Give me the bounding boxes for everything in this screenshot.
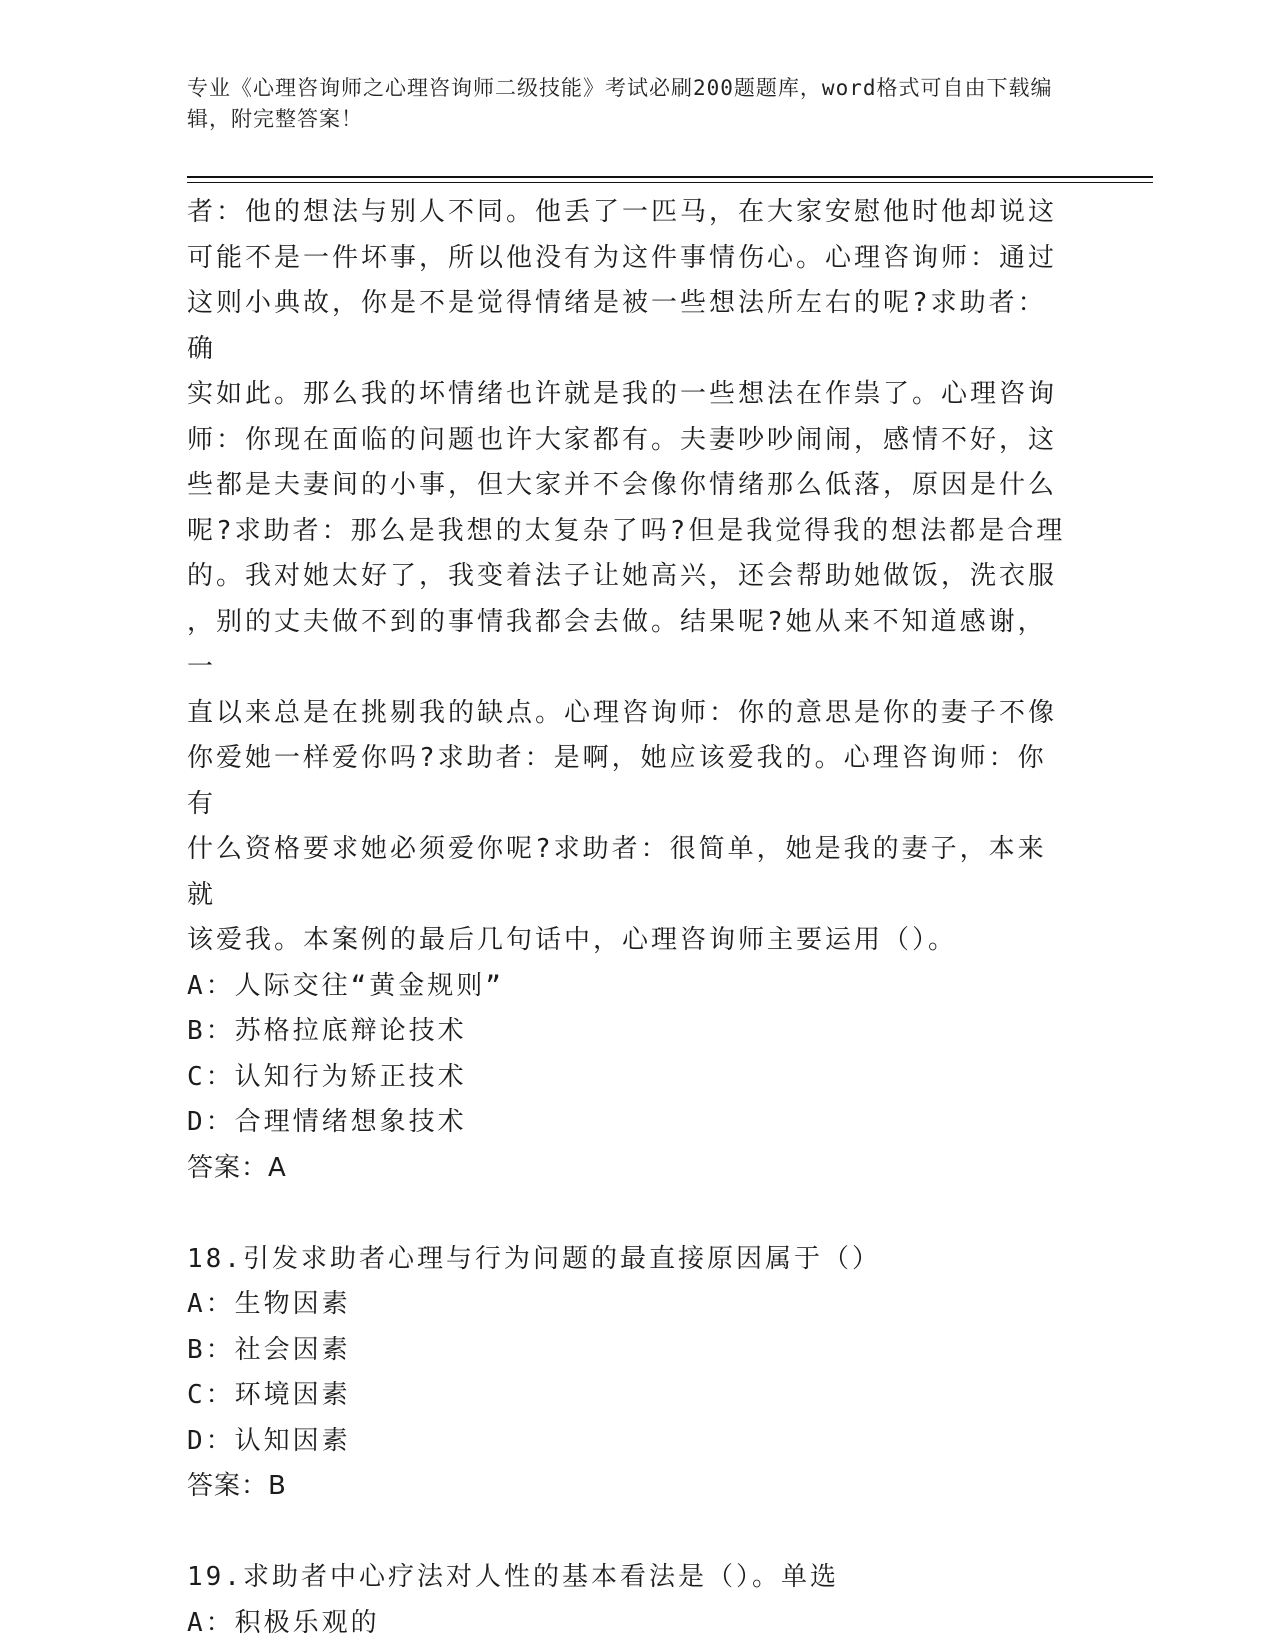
- passage-line: ，别的丈夫做不到的事情我都会去做。结果呢?她从来不知道感谢，一: [187, 606, 1047, 682]
- passage-line: 实如此。那么我的坏情绪也许就是我的一些想法在作祟了。心理咨询: [187, 379, 1058, 409]
- passage-line: 这则小典故，你是不是觉得情绪是被一些想法所左右的呢?求助者：确: [187, 288, 1047, 364]
- passage-line: 什么资格要求她必须爱你呢?求助者：很简单，她是我的妻子，本来就: [187, 834, 1047, 910]
- passage-line: 的。我对她太好了，我变着法子让她高兴，还会帮助她做饭，洗衣服: [187, 561, 1058, 591]
- document-body: [187, 190, 1067, 1646]
- header-rule-thin: [187, 182, 1153, 183]
- question-18-title: 18.引发求助者心理与行为问题的最直接原因属于（）: [187, 1243, 881, 1274]
- option-c: C：认知行为矫正技术: [187, 1061, 467, 1092]
- option-d: D：认知因素: [187, 1425, 351, 1456]
- question-17-options: [187, 964, 1067, 1146]
- option-b: B：苏格拉底辩论技术: [187, 1016, 467, 1046]
- passage-line: 该爱我。本案例的最后几句话中，心理咨询师主要运用（）。: [187, 925, 958, 955]
- passage-line: 直以来总是在挑剔我的缺点。心理咨询师：你的意思是你的妻子不像: [187, 697, 1058, 728]
- passage-line: 者：他的想法与别人不同。他丢了一匹马，在大家安慰他时他却说这: [187, 197, 1058, 227]
- passage-line: 些都是夫妻间的小事，但大家并不会像你情绪那么低落，原因是什么: [187, 470, 1058, 500]
- question-17-answer: 答案：A: [187, 1152, 287, 1183]
- passage-line: 你爱她一样爱你吗?求助者：是啊，她应该爱我的。心理咨询师：你有: [187, 743, 1047, 819]
- question-19-options: [187, 1601, 1067, 1647]
- spacer: [187, 1510, 1067, 1556]
- option-d: D：合理情绪想象技术: [187, 1107, 467, 1137]
- passage-line: 呢?求助者：那么是我想的太复杂了吗?但是我觉得我的想法都是合理: [187, 515, 1066, 546]
- option-c: C：环境因素: [187, 1380, 351, 1410]
- passage-line: 可能不是一件坏事，所以他没有为这件事情伤心。心理咨询师：通过: [187, 242, 1058, 273]
- spacer: [187, 1191, 1067, 1237]
- header-rule-thick: [187, 176, 1153, 178]
- question-18-options: [187, 1282, 1067, 1464]
- option-a: A：人际交往“黄金规则”: [187, 970, 504, 1001]
- question-18-answer: 答案：B: [187, 1471, 287, 1501]
- question-19-title: 19.求助者中心疗法对人性的基本看法是（）。单选: [187, 1562, 839, 1592]
- option-b: B：社会因素: [187, 1334, 351, 1365]
- option-a: A：积极乐观的: [187, 1607, 380, 1638]
- passage-line: 师：你现在面临的问题也许大家都有。夫妻吵吵闹闹，感情不好，这: [187, 424, 1058, 455]
- document-header: 专业《心理咨询师之心理咨询师二级技能》考试必刷200题题库，word格式可自由下载编辑，附完整答案！: [187, 76, 1053, 131]
- question-17-passage: [187, 190, 1067, 964]
- option-a: A：生物因素: [187, 1289, 351, 1319]
